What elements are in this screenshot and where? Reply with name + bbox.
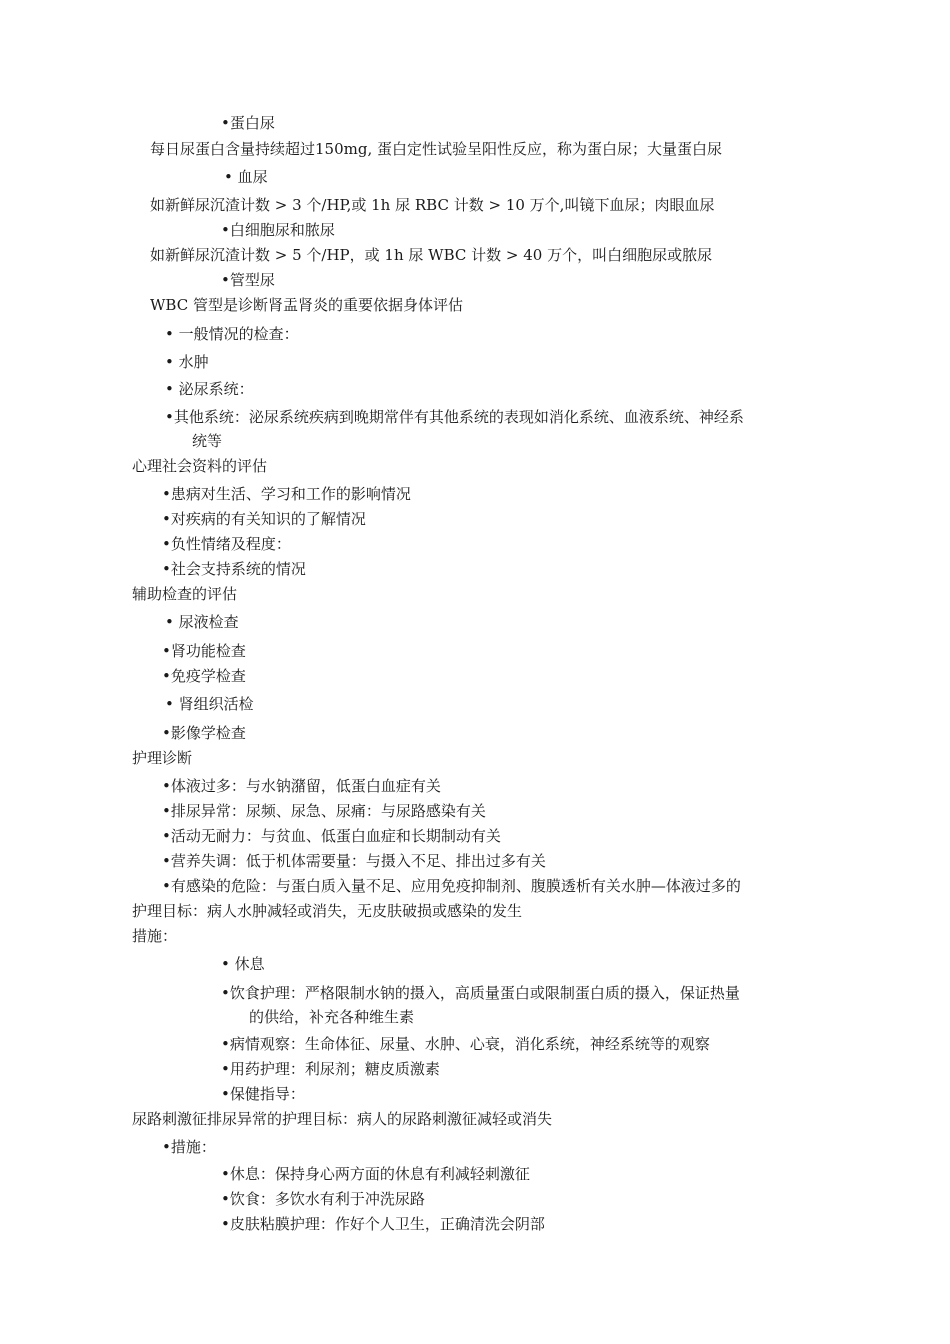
item-negative-emotion: •负性情绪及程度： xyxy=(162,535,291,553)
item-general-exam: • 一般情况的检查： xyxy=(165,325,299,343)
heading-measures-urinary: •措施： xyxy=(162,1138,216,1156)
item-knowledge: •对疾病的有关知识的了解情况 xyxy=(162,510,366,528)
heading-nursing-diagnosis: 护理诊断 xyxy=(132,749,193,767)
item-fluid-excess: •体液过多：与水钠潴留，低蛋白血症有关 xyxy=(162,777,441,795)
text-leukocyturia-definition: 如新鲜尿沉渣计数 > 5 个/HP，或 1h 尿 WBC 计数 > 40 万个，叫白细胞尿或脓尿 xyxy=(150,246,713,264)
heading-hematuria: • 血尿 xyxy=(224,168,268,186)
item-urinary-system: • 泌尿系统： xyxy=(165,380,254,398)
item-skin-care: •皮肤粘膜护理：作好个人卫生，正确清洗会阴部 xyxy=(221,1215,545,1233)
item-urine-test: • 尿液检查 xyxy=(165,613,239,631)
item-impact: •患病对生活、学习和工作的影响情况 xyxy=(162,485,411,503)
item-diet-care: •饮食护理：严格限制水钠的摄入，高质量蛋白或限制蛋白质的摄入，保证热量 xyxy=(221,984,740,1002)
text-nursing-goal-urinary: 尿路刺激征排尿异常的护理目标：病人的尿路刺激征减轻或消失 xyxy=(132,1110,553,1128)
item-health-guidance: •保健指导： xyxy=(221,1085,305,1103)
heading-auxiliary-exam: 辅助检查的评估 xyxy=(132,585,238,603)
item-social-support: •社会支持系统的情况 xyxy=(162,560,306,578)
item-imaging: •影像学检查 xyxy=(162,724,246,742)
heading-leukocyturia: •白细胞尿和脓尿 xyxy=(221,221,335,239)
heading-measures: 措施： xyxy=(132,927,178,945)
item-activity-intolerance: •活动无耐力：与贫血、低蛋白血症和长期制动有关 xyxy=(162,827,501,845)
item-immunology: •免疫学检查 xyxy=(162,667,246,685)
item-rest: • 休息 xyxy=(221,955,265,973)
item-other-systems-cont: 统等 xyxy=(192,432,223,450)
item-observation: •病情观察：生命体征、尿量、水肿、心衰，消化系统，神经系统等的观察 xyxy=(221,1035,710,1053)
item-diet-care-cont: 的供给，补充各种维生素 xyxy=(249,1008,415,1026)
item-edema: • 水肿 xyxy=(165,353,209,371)
item-renal-function: •肾功能检查 xyxy=(162,642,246,660)
heading-cast-urine: •管型尿 xyxy=(221,271,275,289)
item-infection-risk: •有感染的危险：与蛋白质入量不足、应用免疫抑制剂、腹膜透析有关水肿—体液过多的 xyxy=(162,877,741,895)
item-diet-urinary: •饮食：多饮水有利于冲洗尿路 xyxy=(221,1190,425,1208)
heading-proteinuria: •蛋白尿 xyxy=(221,114,275,132)
text-hematuria-definition: 如新鲜尿沉渣计数 > 3 个/HP,或 1h 尿 RBC 计数 > 10 万个,叫镜下血尿；肉眼血尿 xyxy=(150,196,715,214)
text-wbc-cast: WBC 管型是诊断肾盂肾炎的重要依据身体评估 xyxy=(150,296,463,314)
item-nutrition-imbalance: •营养失调：低于机体需要量：与摄入不足、排出过多有关 xyxy=(162,852,546,870)
item-medication: •用药护理：利尿剂；糖皮质激素 xyxy=(221,1060,440,1078)
item-urination-abnormal: •排尿异常：尿频、尿急、尿痛：与尿路感染有关 xyxy=(162,802,486,820)
heading-psychosocial: 心理社会资料的评估 xyxy=(132,457,268,475)
item-rest-urinary: •休息：保持身心两方面的休息有利减轻刺激征 xyxy=(221,1165,530,1183)
item-other-systems: •其他系统：泌尿系统疾病到晚期常伴有其他系统的表现如消化系统、血液系统、神经系 xyxy=(165,408,744,426)
text-nursing-goal-edema: 护理目标：病人水肿减轻或消失，无皮肤破损或感染的发生 xyxy=(132,902,523,920)
item-renal-biopsy: • 肾组织活检 xyxy=(165,695,254,713)
text-proteinuria-definition: 每日尿蛋白含量持续超过150mg, 蛋白定性试验呈阳性反应，称为蛋白尿；大量蛋白尿 xyxy=(150,140,722,158)
